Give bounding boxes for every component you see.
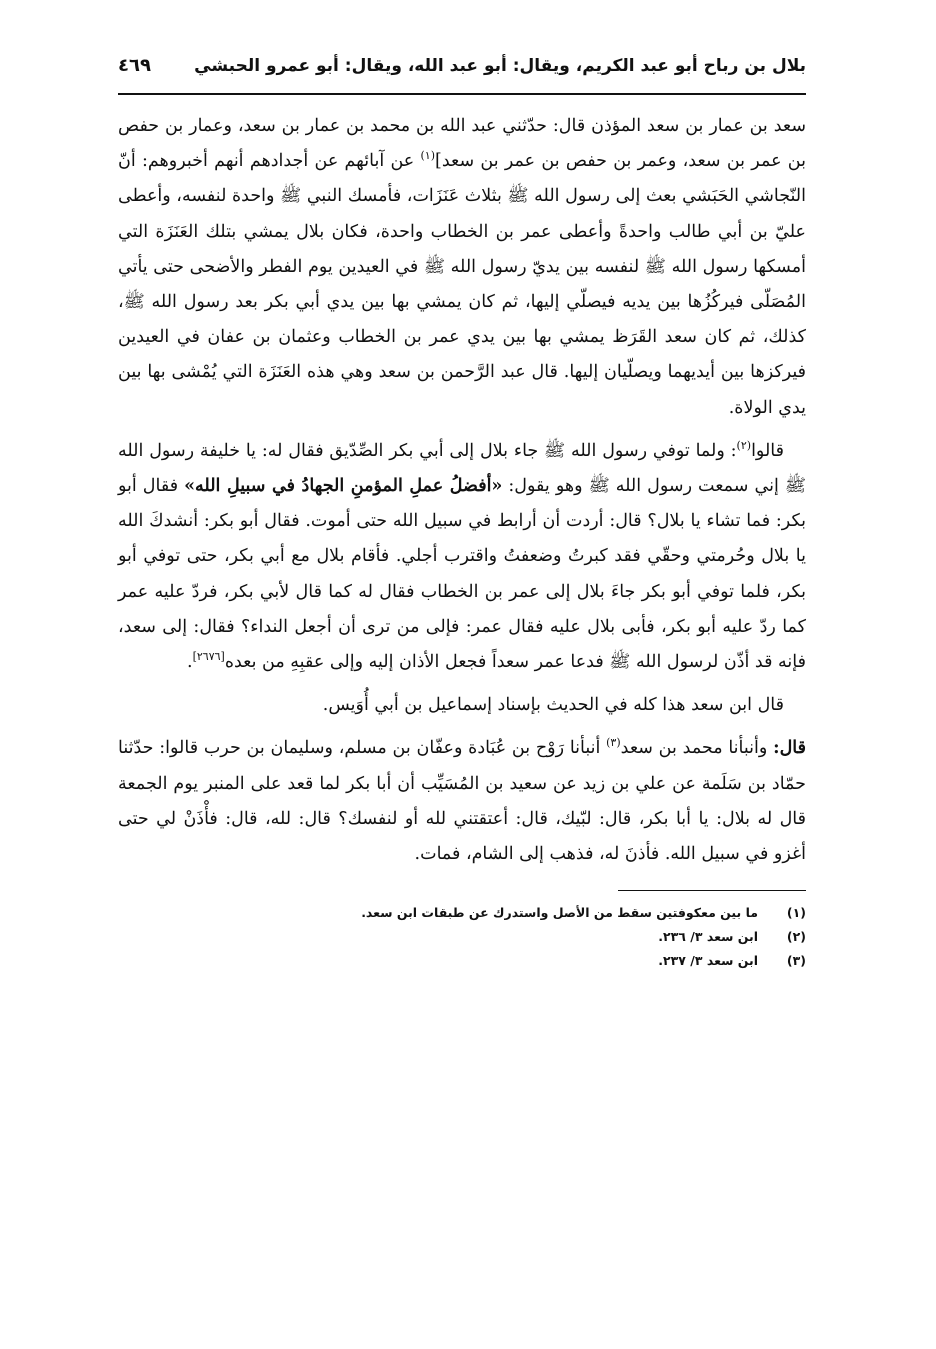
- main-text: [118, 109, 806, 872]
- footnote-1: [118, 901, 806, 925]
- footnote-marker-1: (١): [420, 149, 436, 163]
- paragraph-gap: [118, 723, 806, 731]
- footnote-3: [118, 949, 806, 973]
- paragraph-3: قال ابن سعد هذا كله في الحديث بإسناد إسماعيل بن أبي أُوَيس.: [322, 695, 784, 716]
- paragraph-4-text-b: أنبأنا رَوْح بن عُبَادة وعفّان بن مسلم، وسليمان بن حرب قالوا: حدّثنا حمّاد بن سَلَمة عن علي بن زيد عن سعيد بن المُسَيِّب أن أبا بكر لما قعد على المنبر يوم الجمعة قال له بلال: يا أبا بكر، قال: لبّيك، قال: أعتقتني لله أو لنفسك؟ قال: لله، قال: فأْذَنْ لي حتى أغزو في سبيل الله. فأذنَ له، فذهب إلى الشام، فمات.: [118, 738, 806, 865]
- paragraph-2-text-a: : ولما توفي رسول الله ﷺ جاء بلال إلى أبي بكر الصِّدّيق فقال له: يا خليفة رسول الله ﷺ إني سمعت رسول الله ﷺ وهو يقول:: [118, 440, 806, 497]
- book-page: [118, 55, 806, 973]
- paragraph-gap: [118, 680, 806, 688]
- paragraph-gap: [118, 426, 806, 434]
- paragraph-2-end: .: [187, 652, 193, 673]
- paragraph-1: [118, 109, 806, 426]
- page-number: ٤٦٩: [118, 55, 151, 76]
- footnote-text: ما بين معكوفتين سقط من الأصل واستدرك عن طبقات ابن سعد.: [361, 905, 758, 921]
- footnote-number: (١): [786, 905, 806, 921]
- footnote-number: (٣): [786, 953, 806, 969]
- footnote-separator: [618, 890, 806, 891]
- paragraph-2-text-b: فقال أبو بكر: فما تشاء يا بلال؟ قال: أردت أن أرابط في سبيل الله حتى أموت. فقال أبو بكر: أنشدكَ الله يا بلال وحُرمتي وحقّي فقد كبرتُ وضعفتُ واقترب أجلي. فأقام بلال مع أبي بكر، حتى توفي أبو بكر، فلما توفي أبو بكر جاءَ بلال إلى عمر بن الخطاب فقال له كما قال لأبي بكر، فردّ عليه عمر كما ردّ عليه أبو بكر، فأبى بلال عليه فقال عمر: فإلى من ترى أن أجعل النداء؟ فقال: إلى سعد، فإنه قد أذّن لرسول الله ﷺ فدعا عمر سعداً فجعل الأذان إليه وإلى عقبِهِ من بعده: [118, 476, 806, 673]
- footnote-text: ابن سعد ٣/ ٢٣٧.: [658, 953, 758, 969]
- hadith-quote: «أفضلُ عملِ المؤمنِ الجهادُ في سبيلِ الله»: [184, 476, 503, 497]
- footnote-2: [118, 925, 806, 949]
- footnote-number: (٢): [786, 929, 806, 945]
- paragraph-4-lead: قال:: [773, 738, 806, 759]
- footnote-text: ابن سعد ٣/ ٢٣٦.: [658, 929, 758, 945]
- paragraph-4: [118, 731, 806, 872]
- header-rule: [118, 93, 806, 95]
- paragraph-1-text: سعد بن عمار بن سعد المؤذن قال: حدّثني عبد الله بن محمد بن عمار بن سعد، وعمار بن حفص بن عمر بن سعد، وعمر بن حفص بن عمر بن سعد]: [118, 116, 806, 172]
- hadith-reference-number: [٢٦٧٦]: [192, 650, 225, 664]
- footnote-marker-2: (٢): [736, 439, 752, 452]
- footnote-marker-3: (٣): [606, 736, 621, 750]
- paragraph-2: [118, 434, 806, 680]
- paragraph-2-start: قالوا: [751, 440, 784, 461]
- running-head: [118, 55, 806, 93]
- footnotes: [118, 901, 806, 973]
- paragraph-4-text-a: وأنبأنا محمد بن سعد: [620, 738, 774, 759]
- running-title: بلال بن رباح أبو عبد الكريم، ويقال: أبو عبد الله، ويقال: أبو عمرو الحبشي: [194, 56, 806, 76]
- paragraph-1-continued: عن آبائهم عن أجدادهم أنهم أخبروهم: أنّ النّجاشي الحَبَشي بعث إلى رسول الله ﷺ بثلاث عَنَزَات، فأمسك النبي ﷺ واحدة لنفسه، وأعطى عليّ بن أبي طالب واحدةً وأعطى عمر بن الخطاب واحدة، فكان بلال يمشي بتلك العَنَزَة التي أمسكها رسول الله ﷺ لنفسه بين يديّ رسول الله ﷺ في العيدين يوم الفطر والأضحى حتى يأتي المُصَلّى فيركُزُها بين يديه فيصلّي إليها، ثم كان يمشي بها بين يدي أبي بكر بعد رسول الله ﷺ، كذلك، ثم كان سعد القَرَظ يمشي بها بين يدي عمر بن الخطاب وعثمان بن عفان في العيدين فيركزها بين أيديهما ويصلّيان إليها. قال عبد الرَّحمن بن سعد وهي هذه العَنَزَة التي يُمْشى بها بين يدي الولاة.: [118, 151, 806, 418]
